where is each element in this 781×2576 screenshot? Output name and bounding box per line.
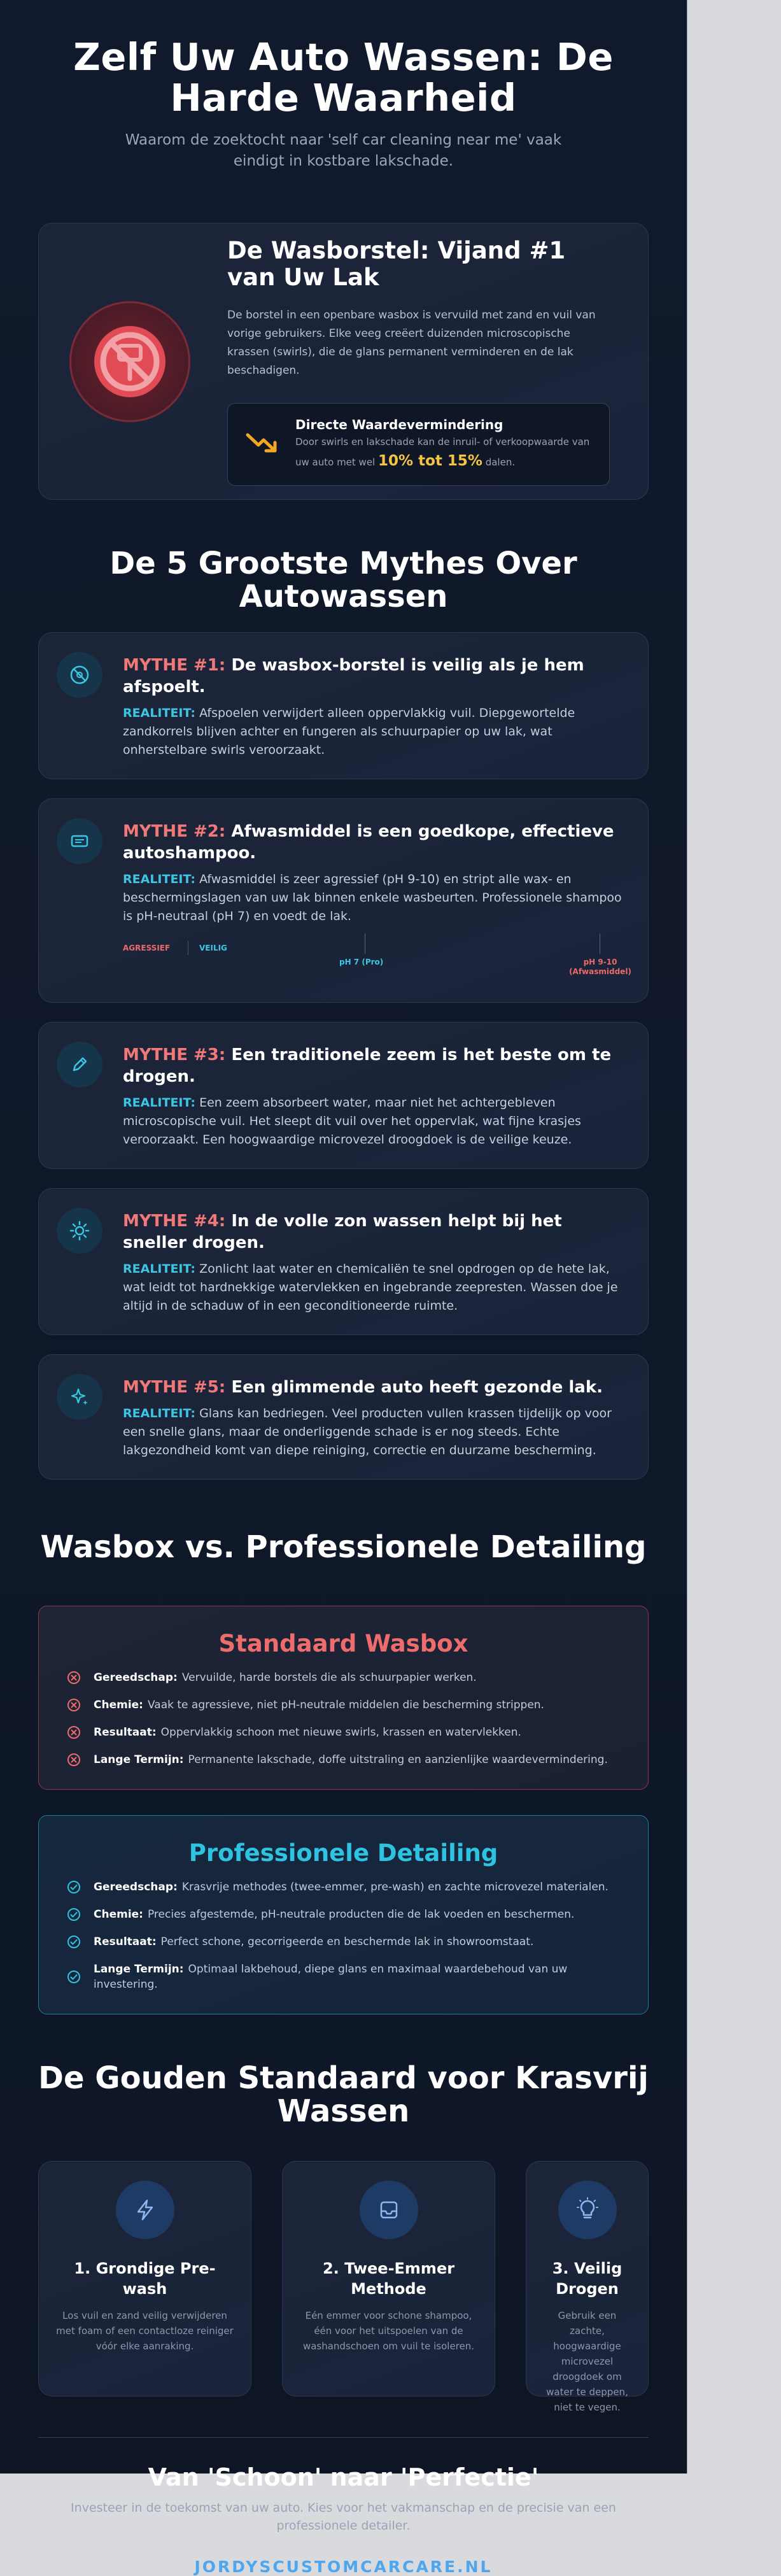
value-loss-title: Directe Waardevermindering [295, 416, 503, 432]
myth-2-title: MYTHE #2: Afwasmiddel is een goedkope, effectieve autoshampoo. [123, 822, 614, 863]
myth-card-5 [38, 1354, 649, 1480]
myth-card-2 [38, 798, 649, 1003]
gold-standard-steps [38, 2161, 649, 2413]
myths-heading: De 5 Grootste Mythes Over Autowassen [109, 546, 577, 614]
myths-list [38, 632, 649, 1480]
professional-detailing-title: Professionele Detailing [188, 1839, 498, 1867]
list-item: Chemie: Precies afgestemde, pH-neutrale producten die de lak voeden en beschermen. [67, 1907, 620, 1922]
ph-scale-aggressive-label: AGRESSIEF [123, 944, 171, 952]
check-circle-icon [67, 1907, 81, 1921]
x-circle-icon [67, 1698, 81, 1712]
list-item: Lange Termijn: Optimaal lakbehoud, diepe glans en maximaal waardebehoud van uw investering. [67, 1962, 620, 1992]
value-loss-box [227, 403, 610, 486]
ph-scale-safe-label: VEILIG [199, 944, 227, 952]
brush-title: De Wasborstel: Vijand #1 van Uw Lak [227, 236, 566, 291]
step-card-two-bucket [282, 2161, 495, 2396]
check-circle-icon [67, 1880, 81, 1894]
check-circle-icon [67, 1970, 81, 1984]
standard-wasbox-title: Standaard Wasbox [218, 1630, 468, 1657]
step-card-prewash [38, 2161, 251, 2396]
professional-detailing-list [67, 1879, 620, 1992]
myth-3-reality: REALITEIT: Een zeem absorbeert water, maar niet het achtergebleven microscopische vuil. Het sleept dit vuil over het oppervlak, wat fijne krasjes veroorzaakt. Een hoogwaardige microvezel droogdoek is de veilige keuze. [123, 1096, 581, 1147]
x-circle-icon [67, 1671, 81, 1685]
page-subtitle: Waarom de zoektocht naar 'self car cleaning near me' vaak eindigt in kostbare lakschade. [125, 132, 562, 169]
sun-icon [57, 1208, 102, 1254]
list-item: Gereedschap: Krasvrije methodes (twee-emmer, pre-wash) en zachte microvezel materialen. [67, 1879, 620, 1895]
bolt-icon [116, 2181, 174, 2239]
bucket-icon [360, 2181, 418, 2239]
no-brush-icon [69, 301, 190, 422]
x-circle-icon [67, 1725, 81, 1739]
step-text: Gebruik een zachte, hoogwaardige microvezel droogdoek om water te deppen, niet te vegen. [546, 2310, 628, 2413]
trend-down-icon [246, 431, 279, 458]
myth-5-reality: REALITEIT: Glans kan bedriegen. Veel producten vullen krassen tijdelijk op voor een snelle glans, maar de onderliggende schade is er nog steeds. Echte lakgezondheid komt van diepe reiniging, correctie en duurzame bescherming. [123, 1406, 612, 1457]
step-title: 3. Veilig Drogen [552, 2260, 623, 2298]
myth-4-title: MYTHE #4: In de volle zon wassen helpt bij het sneller drogen. [123, 1212, 562, 1252]
sparkle-icon [57, 1374, 102, 1420]
brush-description: De borstel in een openbare wasbox is vervuild met zand en vuil van vorige gebruikers. Elke veeg creëert duizenden microscopische krassen (swirls), die de glans permanent verminderen en de lak beschadigen. [227, 308, 596, 377]
footer [38, 2438, 649, 2576]
brush-warning-card [38, 223, 649, 500]
myth-5-title: MYTHE #5: Een glimmende auto heeft gezonde lak. [123, 1378, 603, 1397]
list-item: Resultaat: Oppervlakkig schoon met nieuwe swirls, krassen en watervlekken. [67, 1725, 620, 1740]
x-circle-icon [67, 1753, 81, 1767]
myth-card-1 [38, 632, 649, 779]
gold-standard-heading: De Gouden Standaard voor Krasvrij Wassen [38, 2060, 649, 2129]
professional-detailing-card [38, 1815, 649, 2014]
list-item: Lange Termijn: Permanente lakschade, doffe uitstraling en aanzienlijke waardevermindering. [67, 1752, 620, 1767]
step-title: 1. Grondige Pre-wash [74, 2260, 216, 2298]
check-circle-icon [67, 1935, 81, 1949]
lightbulb-icon [558, 2181, 617, 2239]
step-text: Los vuil en zand veilig verwijderen met foam of een contactloze reiniger vóór elke aanraking. [56, 2310, 234, 2352]
step-title: 2. Twee-Emmer Methode [322, 2260, 455, 2298]
step-text: Eén emmer voor schone shampoo, één voor het uitspoelen van de washandschoen om vuil te isoleren. [302, 2310, 475, 2352]
myth-4-reality: REALITEIT: Zonlicht laat water en chemicaliën te snel opdrogen op de hete lak, wat leidt tot hardnekkige watervlekken en ingebrande zeepresten. Wassen doe je altijd in de schaduw of in een geconditioneerde ruimte. [123, 1262, 618, 1313]
standard-wasbox-list [67, 1670, 620, 1767]
myth-1-title: MYTHE #1: De wasbox-borstel is veilig als je hem afspoelt. [123, 656, 584, 697]
myth-3-title: MYTHE #3: Een traditionele zeem is het beste om te drogen. [123, 1045, 612, 1086]
comparison-heading: Wasbox vs. Professionele Detailing [40, 1529, 647, 1565]
myth-card-4 [38, 1188, 649, 1335]
step-card-drying [526, 2161, 649, 2413]
footer-title: Van 'Schoon' naar 'Perfectie' [148, 2463, 539, 2491]
brush-icon [57, 652, 102, 698]
list-item: Gereedschap: Vervuilde, harde borstels die als schuurpapier werken. [67, 1670, 620, 1685]
website-link[interactable]: JORDYSCUSTOMCARCARE.NL [194, 2558, 493, 2576]
myth-2-reality: REALITEIT: Afwasmiddel is zeer agressief (pH 9-10) en stript alle wax- en beschermingslagen van uw lak binnen enkele wasbeurten. Professionele shampoo is pH-neutraal (pH 7) en voedt de lak. [123, 872, 622, 923]
ph-marker-pro: pH 7 (Pro) [339, 958, 384, 966]
page-title: Zelf Uw Auto Wassen: De Harde Waarheid [73, 35, 614, 120]
ph-scale [123, 933, 631, 983]
list-item: Chemie: Vaak te agressieve, niet pH-neutrale middelen die bescherming strippen. [67, 1697, 620, 1713]
myth-1-reality: REALITEIT: Afspoelen verwijdert alleen oppervlakkig vuil. Diepgewortelde zandkorrels blijven achter en fungeren als schuurpapier op uw lak, wat onherstelbare swirls veroorzaakt. [123, 706, 575, 757]
footer-text: Investeer in de toekomst van uw auto. Kies voor het vakmanschap en de precisie van een professionele detailer. [71, 2501, 616, 2533]
value-loss-text: Door swirls en lakschade kan de inruil- of verkoopwaarde van uw auto met wel 10% tot 15% dalen. [295, 435, 590, 469]
value-loss-highlight: 10% tot 15% [378, 452, 482, 469]
list-item: Resultaat: Perfect schone, gecorrigeerde en beschermde lak in showroomstaat. [67, 1934, 620, 1950]
standard-wasbox-card [38, 1606, 649, 1790]
myth-card-3 [38, 1022, 649, 1169]
ph-marker-dish: pH 9-10 (Afwasmiddel) [569, 958, 631, 976]
soap-icon [57, 818, 102, 864]
pencil-icon [57, 1042, 102, 1087]
hero [38, 0, 649, 172]
